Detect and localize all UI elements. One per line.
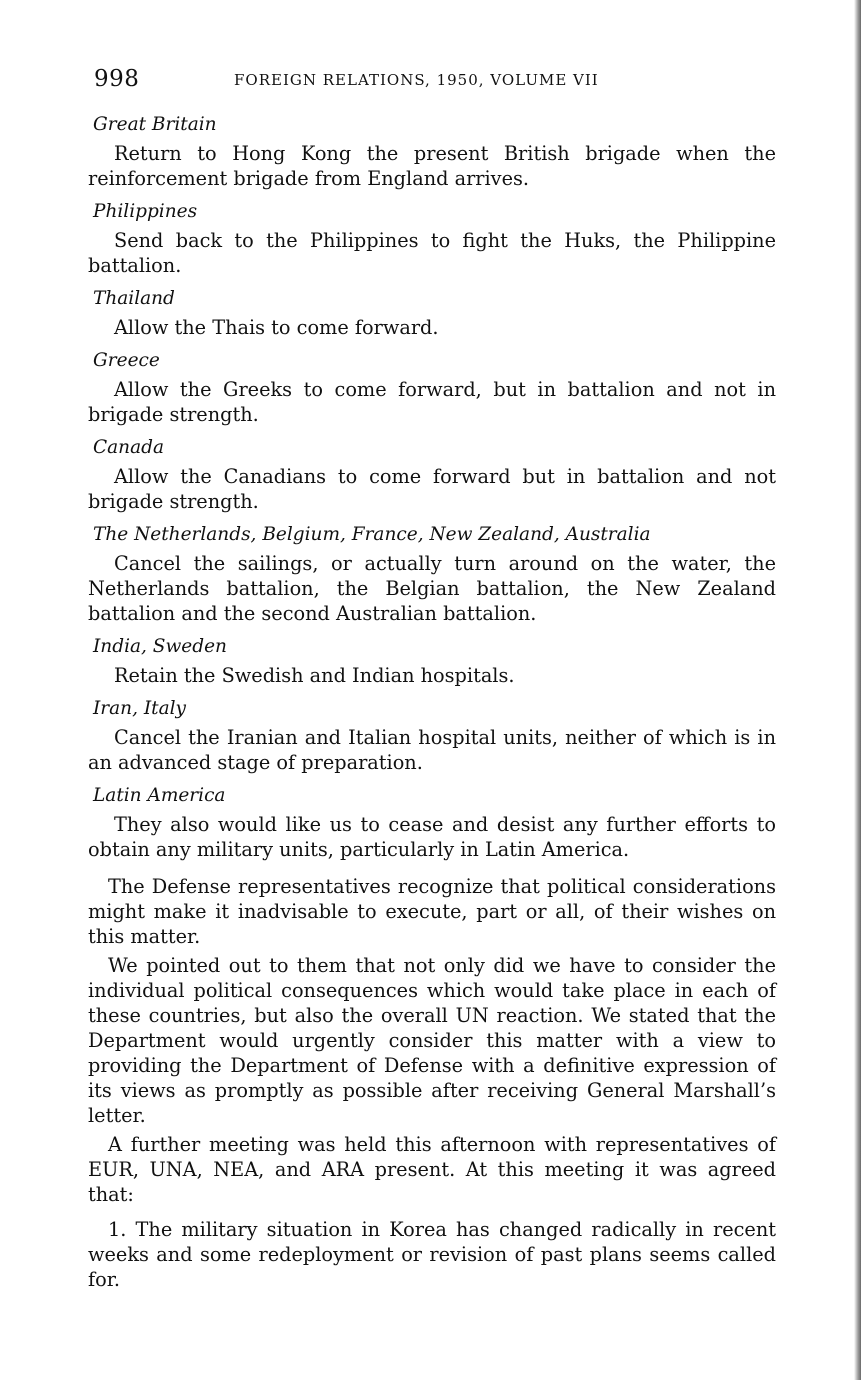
country-text: Return to Hong Kong the present British brigade when the reinforcement brigade from England arrives. (88, 142, 776, 190)
document-body (88, 112, 776, 1311)
country-text: Allow the Greeks to come forward, but in battalion and not in brigade strength. (88, 378, 776, 426)
country-text: Cancel the Iranian and Italian hospital units, neither of which is in an advanced stage of preparation. (88, 726, 776, 774)
country-text: Cancel the sailings, or actually turn around on the water, the Netherlands battalion, the Belgian battalion, the New Zealand battalion and the second Australian battalion. (88, 552, 776, 625)
country-text: Send back to the Philippines to fight the Huks, the Philippine battalion. (88, 229, 776, 277)
body-paragraph: The Defense representatives recognize that political considerations might make it inadvisable to execute, part or all, of their wishes on this matter. (88, 875, 776, 948)
body-paragraphs (88, 874, 776, 1207)
page-header (94, 66, 794, 96)
country-section (88, 696, 776, 775)
country-heading: Greece (93, 350, 160, 371)
country-heading: Canada (93, 437, 165, 458)
page-number: 998 (94, 66, 140, 92)
page-edge (854, 0, 861, 1380)
country-section (88, 634, 776, 688)
country-heading: Iran, Italy (93, 698, 186, 719)
country-heading: Great Britain (93, 114, 217, 135)
body-paragraph: A further meeting was held this afternoon with representatives of EUR, UNA, NEA, and ARA present. At this meeting it was agreed that: (88, 1133, 776, 1206)
country-heading: Philippines (93, 201, 198, 222)
country-heading: India, Sweden (93, 636, 227, 657)
country-section (88, 522, 776, 626)
country-heading: Thailand (93, 288, 175, 309)
country-text: Allow the Thais to come forward. (114, 316, 439, 339)
country-text: Allow the Canadians to come forward but in battalion and not brigade strength. (88, 465, 776, 513)
running-title: FOREIGN RELATIONS, 1950, VOLUME VII (234, 71, 599, 89)
country-section (88, 783, 776, 862)
numbered-point: 1. The military situation in Korea has changed radically in recent weeks and some redeployment or revision of past plans seems called for. (88, 1218, 776, 1291)
country-section (88, 112, 776, 191)
country-text: Retain the Swedish and Indian hospitals. (114, 664, 515, 687)
body-paragraph: We pointed out to them that not only did we have to consider the individual political consequences which would take place in each of these countries, but also the overall UN reaction. We stated that the Department would urgently consider this matter with a view to providing the Department of Defense with a definitive expression of its views as promptly as possible after receiving General Marshall’s letter. (88, 954, 776, 1127)
country-section (88, 435, 776, 514)
country-heading: The Netherlands, Belgium, France, New Zealand, Australia (93, 524, 651, 545)
country-heading: Latin America (93, 785, 226, 806)
country-section (88, 286, 776, 340)
country-text: They also would like us to cease and desist any further efforts to obtain any military units, particularly in Latin America. (88, 813, 776, 861)
country-section (88, 199, 776, 278)
country-section (88, 348, 776, 427)
